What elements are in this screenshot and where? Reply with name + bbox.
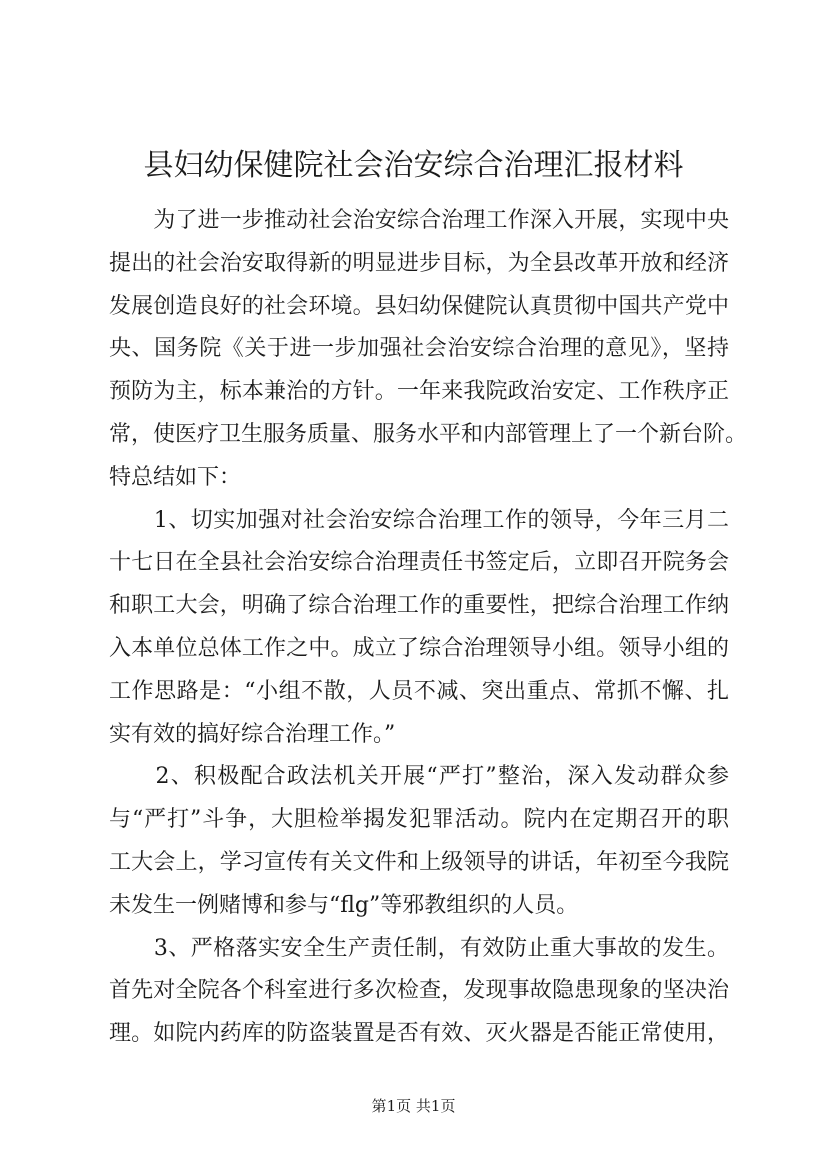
total-pages-number: 1 [430, 1097, 441, 1115]
document-title: 县妇幼保健院社会治安综合治理汇报材料 [143, 148, 684, 183]
body-line: 预防为主，标本兼治的方针。一年来我院政治安定、工作秩序正 [109, 379, 729, 405]
body-line: 工大会上，学习宣传有关文件和上级领导的讲话，年初至今我院 [109, 849, 729, 875]
body-line: 首先对全院各个科室进行多次检查，发现事故隐患现象的坚决治 [109, 978, 729, 1004]
document-body [109, 200, 748, 1056]
body-line: 1、切实加强对社会治安综合治理工作的领导，今年三月二 [109, 507, 729, 533]
body-line: 十七日在全县社会治安综合治理责任书签定后，立即召开院务会 [109, 550, 729, 576]
body-line: 为了进一步推动社会治安综合治理工作深入开展，实现中央 [109, 208, 729, 233]
body-line: 入本单位总体工作之中。成立了综合治理领导小组。领导小组的 [109, 635, 729, 661]
page-label-mid: 页 共 [396, 1097, 431, 1115]
body-line: 实有效的搞好综合治理工作。” [109, 721, 396, 747]
current-page-number: 1 [386, 1097, 397, 1115]
body-line: 常，使医疗卫生服务质量、服务水平和内部管理上了一个新台阶。 [109, 421, 748, 447]
body-line: 2、积极配合政法机关开展“严打”整治，深入发动群众参 [109, 764, 729, 790]
page-label-suffix: 页 [440, 1097, 456, 1115]
page-label-prefix: 第 [371, 1097, 387, 1115]
body-line: 理。如院内药库的防盗装置是否有效、灭火器是否能正常使用， [109, 1021, 729, 1047]
body-line: 央、国务院《关于进一步加强社会治安综合治理的意见》，坚持 [109, 336, 729, 362]
body-line: 3、严格落实安全生产责任制，有效防止重大事故的发生。 [109, 935, 729, 961]
body-line: 工作思路是：“小组不散，人员不减、突出重点、常抓不懈、扎 [109, 678, 729, 704]
body-line: 未发生一例赌博和参与“flg”等邪教组织的人员。 [109, 892, 579, 918]
body-line: 发展创造良好的社会环境。县妇幼保健院认真贯彻中国共产党中 [109, 293, 729, 319]
page-footer [0, 1096, 827, 1116]
body-line: 与“严打”斗争，大胆检举揭发犯罪活动。院内在定期召开的职 [109, 807, 729, 833]
body-line: 和职工大会，明确了综合治理工作的重要性，把综合治理工作纳 [109, 593, 729, 619]
body-line: 特总结如下： [109, 464, 242, 490]
body-line: 提出的社会治安取得新的明显进步目标，为全县改革开放和经济 [109, 250, 729, 276]
